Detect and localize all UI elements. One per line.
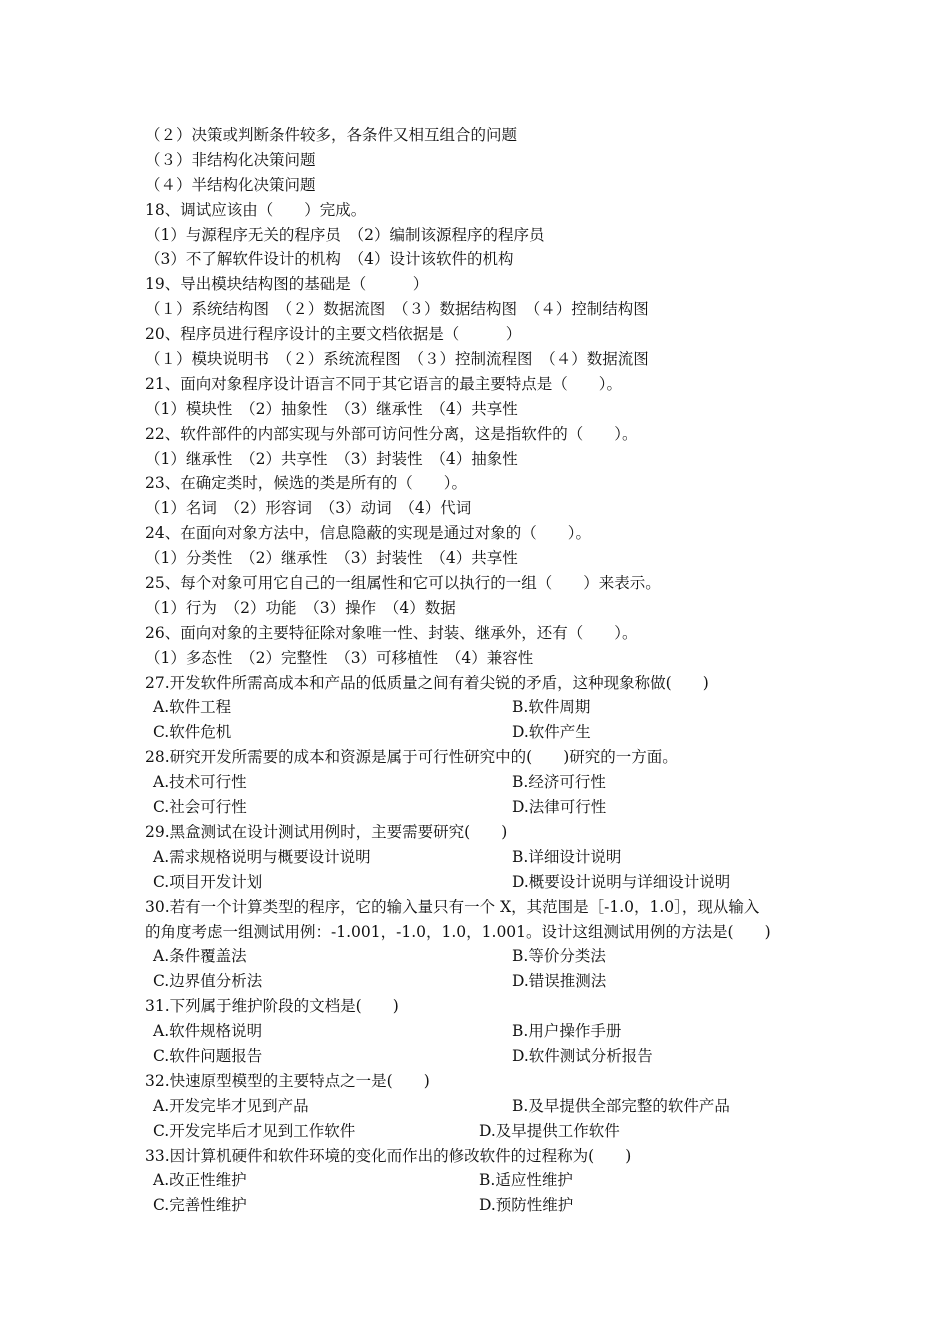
option-line: （１）模块说明书 （２）系统流程图 （３）控制流程图 （４）数据流图: [145, 350, 649, 369]
question-stem: 18、调试应该由（ ）完成。: [145, 200, 367, 219]
option-row: [145, 944, 825, 969]
option-row: [145, 1193, 825, 1218]
question-stem-continued: 的角度考虑一组测试用例：-1.001，-1.0，1.0，1.001。设计这组测试用例的方法是( ): [145, 922, 771, 941]
option-b: B.适应性维护: [479, 1171, 573, 1190]
question-stem: 32.快速原型模型的主要特点之一是( ): [145, 1071, 430, 1090]
option-c: C.软件问题报告: [153, 1046, 263, 1065]
option-d: D.概要设计说明与详细设计说明: [512, 872, 731, 891]
option-a: A.条件覆盖法: [153, 947, 247, 966]
text-line: （４）半结构化决策问题: [145, 175, 316, 194]
option-b: B.等价分类法: [512, 947, 606, 966]
option-c: C.开发完毕后才见到工作软件: [153, 1121, 356, 1140]
option-line: （1）多态性 （2）完整性 （3）可移植性 （4）兼容性: [145, 648, 534, 667]
option-row: [145, 845, 825, 870]
option-line: （3）不了解软件设计的机构 （4）设计该软件的机构: [145, 250, 514, 269]
option-line: （1）继承性 （2）共享性 （3）封装性 （4）抽象性: [145, 449, 518, 468]
question-stem: 25、每个对象可用它自己的一组属性和它可以执行的一组（ ）来表示。: [145, 574, 661, 593]
option-c: C.边界值分析法: [153, 972, 263, 991]
question-stem: 22、软件部件的内部实现与外部可访问性分离，这是指软件的（ ）。: [145, 424, 638, 443]
option-b: B.软件周期: [512, 698, 591, 717]
option-row: [145, 1019, 825, 1044]
option-d: D.错误推测法: [512, 972, 607, 991]
option-line: （1）分类性 （2）继承性 （3）封装性 （4）共享性: [145, 549, 518, 568]
option-a: A.改正性维护: [153, 1171, 247, 1190]
option-row: [145, 720, 825, 745]
option-line: （1）名词 （2）形容词 （3）动词 （4）代词: [145, 499, 472, 518]
option-line: （1）模块性 （2）抽象性 （3）继承性 （4）共享性: [145, 399, 518, 418]
option-a: A.技术可行性: [153, 773, 247, 792]
question-list: [145, 123, 825, 1218]
option-d: D.软件产生: [512, 723, 591, 742]
question-stem: 31.下列属于维护阶段的文档是( ): [145, 997, 399, 1016]
question-stem: 28.研究开发所需要的成本和资源是属于可行性研究中的( )研究的一方面。: [145, 748, 678, 767]
text-line: （３）非结构化决策问题: [145, 150, 316, 169]
question-stem: 30.若有一个计算类型的程序，它的输入量只有一个 X，其范围是［-1.0，1.0］，现从输入: [145, 897, 760, 916]
option-b: B.用户操作手册: [512, 1022, 622, 1041]
option-row: [145, 1119, 825, 1144]
option-b: B.经济可行性: [512, 773, 606, 792]
question-stem: 23、在确定类时，候选的类是所有的（ ）。: [145, 474, 467, 493]
option-row: [145, 1094, 825, 1119]
option-row: [145, 770, 825, 795]
option-c: C.软件危机: [153, 723, 232, 742]
option-c: C.社会可行性: [153, 798, 247, 817]
option-c: C.项目开发计划: [153, 872, 263, 891]
option-line: （１）系统结构图 （２）数据流图 （３）数据结构图 （４）控制结构图: [145, 300, 649, 319]
question-stem: 27.开发软件所需高成本和产品的低质量之间有着尖锐的矛盾，这种现象称做( ): [145, 673, 709, 692]
question-stem: 20、程序员进行程序设计的主要文档依据是（ ）: [145, 325, 522, 344]
option-row: [145, 1044, 825, 1069]
option-b: B.详细设计说明: [512, 847, 622, 866]
option-d: D.及早提供工作软件: [479, 1121, 620, 1140]
question-stem: 19、导出模块结构图的基础是（ ）: [145, 275, 429, 294]
option-b: B.及早提供全部完整的软件产品: [512, 1096, 730, 1115]
question-stem: 26、面向对象的主要特征除对象唯一性、封装、继承外，还有（ ）。: [145, 623, 638, 642]
option-row: [145, 695, 825, 720]
option-c: C.完善性维护: [153, 1196, 247, 1215]
option-a: A.软件规格说明: [153, 1022, 263, 1041]
option-line: （1）行为 （2）功能 （3）操作 （4）数据: [145, 598, 456, 617]
option-row: [145, 795, 825, 820]
option-a: A.需求规格说明与概要设计说明: [153, 847, 371, 866]
text-line: （２）决策或判断条件较多，各条件又相互组合的问题: [145, 126, 518, 144]
option-line: （1）与源程序无关的程序员 （2）编制该源程序的程序员: [145, 225, 545, 244]
question-stem: 21、面向对象程序设计语言不同于其它语言的最主要特点是（ ）。: [145, 374, 622, 393]
option-a: A.开发完毕才见到产品: [153, 1096, 309, 1115]
option-row: [145, 870, 825, 895]
option-a: A.软件工程: [153, 698, 232, 717]
option-row: [145, 969, 825, 994]
option-d: D.法律可行性: [512, 798, 607, 817]
question-stem: 29.黑盒测试在设计测试用例时，主要需要研究( ): [145, 822, 508, 841]
option-row: [145, 1168, 825, 1193]
option-d: D.预防性维护: [479, 1196, 574, 1215]
option-d: D.软件测试分析报告: [512, 1046, 653, 1065]
question-stem: 33.因计算机硬件和软件环境的变化而作出的修改软件的过程称为( ): [145, 1146, 632, 1165]
question-stem: 24、在面向对象方法中，信息隐蔽的实现是通过对象的（ ）。: [145, 524, 591, 543]
